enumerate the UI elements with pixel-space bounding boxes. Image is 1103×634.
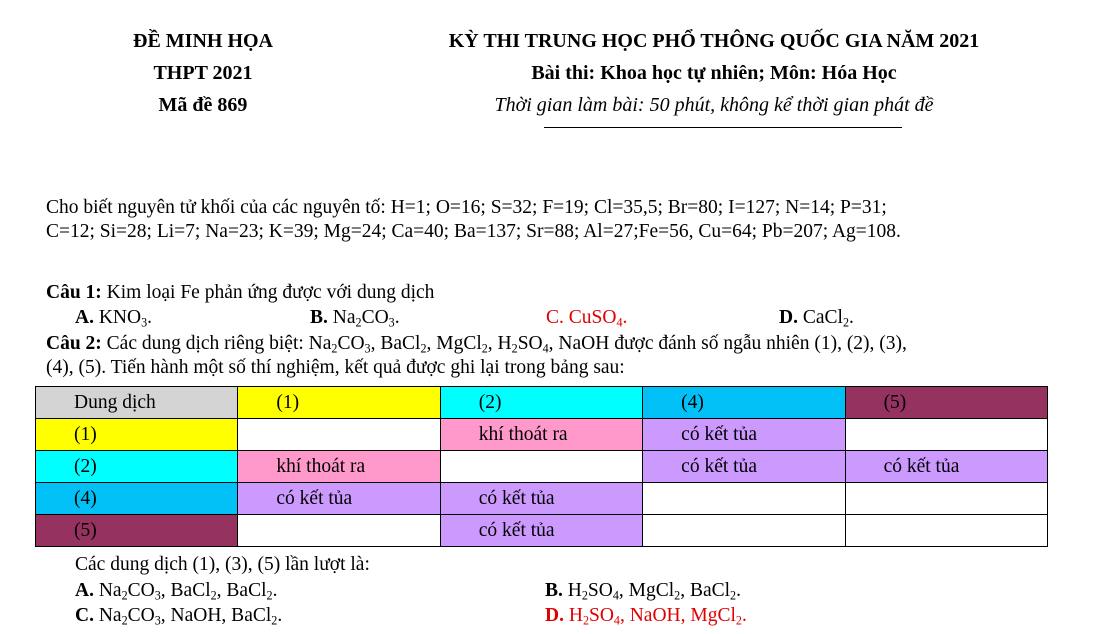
exam-year-label: THPT 2021 [153,62,253,84]
question-1-label: Câu 1: [46,282,102,303]
q2-option-c[interactable]: C. $Na_2CO_3$, NaOH, BaCl$_2$. [75,605,283,628]
q1-option-c[interactable]: C. CuSO$_4$. [546,307,628,330]
table-row [36,483,1048,515]
table-row [36,451,1048,483]
table-cell [845,419,1047,451]
q1-option-a[interactable]: A. $KNO_3$. [75,307,153,330]
question-2-followup: Các dung dịch (1), (3), (5) lần lượt là: [75,554,370,575]
table-row [36,419,1048,451]
q2-option-b[interactable]: B. $H_2SO_4$, MgCl$_2$, BaCl$_2$. [545,580,741,603]
table-cell [440,451,642,483]
row-label-cell: (5) [36,515,238,547]
header-cell-dung-dich: Dung dịch [36,387,238,419]
table-cell [238,419,440,451]
q2-option-d[interactable]: D. $H_2SO_4$, NaOH, MgCl$_2$. [545,605,747,628]
reaction-results-table [35,386,1048,547]
question-1-stem: Câu 1: Kim loại Fe phản ứng được với dung dịch [46,282,435,303]
table-cell: có kết tủa [238,483,440,515]
table-cell [643,483,845,515]
row-label-cell: (1) [36,419,238,451]
exam-code-label: Mã đề 869 [158,94,248,116]
atomic-masses-line2: C=12; Si=28; Li=7; Na=23; K=39; Mg=24; Ca=40; Ba=137; Sr=88; Al=27;Fe=56, Cu=64; Pb=207; Ag=108. [46,221,901,242]
table-cell: có kết tủa [845,451,1047,483]
table-header-row [36,387,1048,419]
table-cell [238,515,440,547]
exam-type-label: ĐỀ MINH HỌA [133,30,273,52]
exam-title: KỲ THI TRUNG HỌC PHỔ THÔNG QUỐC GIA NĂM 2021 [448,30,980,52]
q1-option-b[interactable]: B. $Na_2CO_3$. [310,307,400,330]
table-cell: khí thoát ra [238,451,440,483]
table-cell [845,483,1047,515]
q1-option-d[interactable]: D. CaCl$_2$. [779,307,854,330]
header-cell-2: (2) [440,387,642,419]
header-divider [544,127,902,128]
table-cell [845,515,1047,547]
question-2-stem: Câu 2: Các dung dịch riêng biệt: $Na_2CO_3$, BaCl$_2$, MgCl$_2$, $H_2SO_4$, NaOH được đánh số ngẫu nhiên (1), (2), (3), [46,333,907,356]
table-cell: có kết tủa [440,515,642,547]
header-cell-1: (1) [238,387,440,419]
row-label-cell: (4) [36,483,238,515]
exam-subject: Bài thi: Khoa học tự nhiên; Môn: Hóa Học [531,62,897,84]
table-cell: có kết tủa [440,483,642,515]
table-cell [643,515,845,547]
table-row [36,515,1048,547]
exam-duration: Thời gian làm bài: 50 phút, không kể thời gian phát đề [494,94,934,116]
table-cell: có kết tủa [643,451,845,483]
table-cell: có kết tủa [643,419,845,451]
question-2-stem-line2: (4), (5). Tiến hành một số thí nghiệm, kết quả được ghi lại trong bảng sau: [46,357,625,378]
header-cell-4: (4) [643,387,845,419]
question-2-label: Câu 2: [46,333,102,354]
header-cell-5: (5) [845,387,1047,419]
table-cell: khí thoát ra [440,419,642,451]
atomic-masses-line1: Cho biết nguyên tử khối của các nguyên tố: H=1; O=16; S=32; F=19; Cl=35,5; Br=80; I=127; N=14; P=31; [46,197,887,218]
q2-option-a[interactable]: A. $Na_2CO_3$, BaCl$_2$, BaCl$_2$. [75,580,278,603]
row-label-cell: (2) [36,451,238,483]
